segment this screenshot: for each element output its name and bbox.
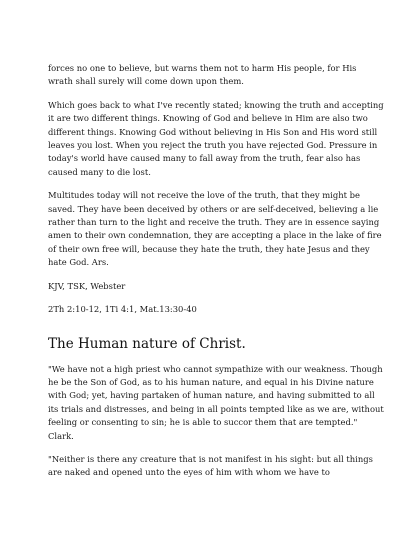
paragraph: Multitudes today will not receive the love of the truth, that they might be saved. They have been deceived by others or are self-deceived, believing a lie rather than turn to the light and receive the truth. They are in essence saying amen to their own condemnation, they are accepting a place in the lake of fire of their own free will, because they hate the truth, they hate Jesus and they hate God. Ars. xyxy=(48,190,382,268)
scripture-references: 2Th 2:10-12, 1Ti 4:1, Mat.13:30-40 xyxy=(48,304,197,315)
sources-line: KJV, TSK, Webster xyxy=(48,280,126,291)
document-page xyxy=(48,62,384,490)
paragraph: forces no one to believe, but warns them not to harm His people, for His wrath shall surely will come down upon them. xyxy=(48,63,357,87)
paragraph: Which goes back to what I've recently stated; knowing the truth and accepting it are two different things. Knowing of God and believe in Him are also two different things. Knowing God without believing in His Son and His word still leaves you lost. When you reject the truth you have rejected God. Pressure in today's world have caused many to fall away from the truth, fear also has caused many to die lost. xyxy=(48,99,384,177)
section-heading: The Human nature of Christ. xyxy=(48,335,246,352)
paragraph: "We have not a high priest who cannot sympathize with our weakness. Though he be the Son of God, as to his human nature, and equal in his Divine nature with God; yet, having partaken of human nature, and having submitted to all its trials and distresses, and being in all points tempted like as we are, without feeling or consenting to sin; he is able to succor them that are tempted." Clark. xyxy=(48,363,384,441)
paragraph: "Neither is there any creature that is not manifest in his sight: but all things are naked and opened unto the eyes of him with whom we have to xyxy=(48,453,373,478)
